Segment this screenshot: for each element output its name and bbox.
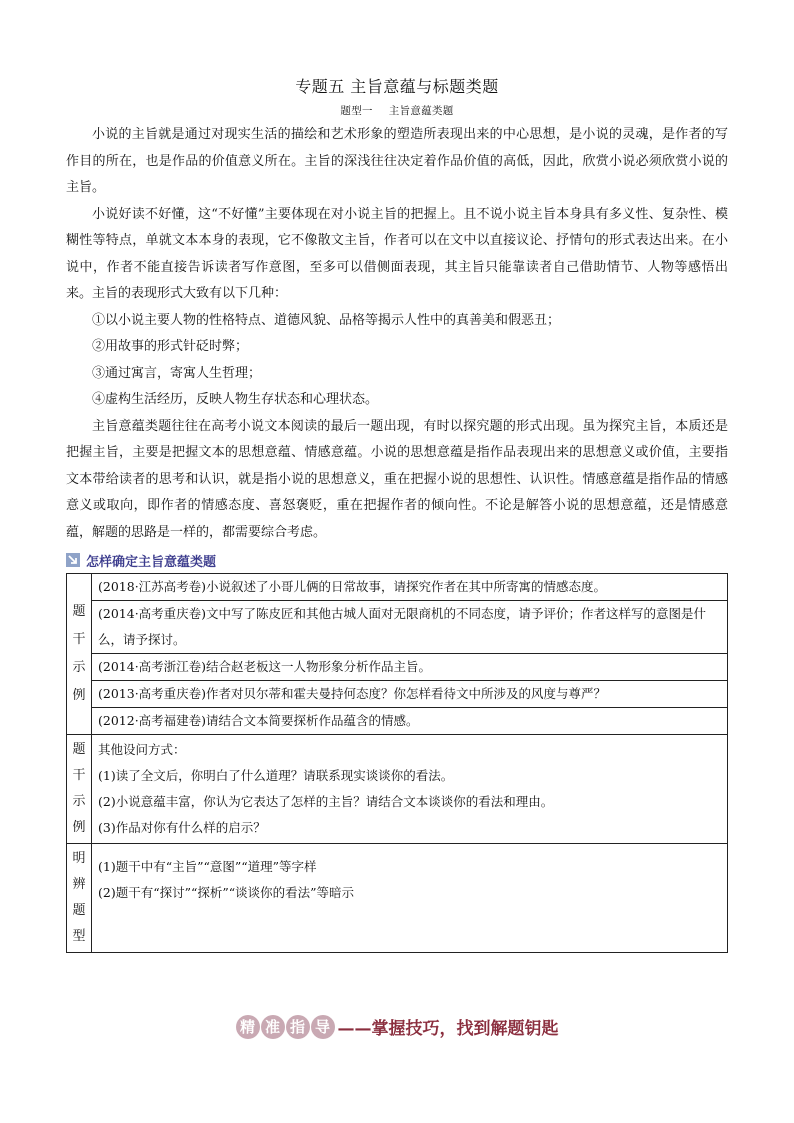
row-label-identify — [67, 844, 92, 953]
list-item: ①以小说主要人物的性格特点、道德风貌、品格等揭示人性中的真善美和假恶丑； — [92, 312, 561, 328]
cell-line: (2)小说意蕴丰富，你认为它表达了怎样的主旨？请结合文本谈谈你的看法和理由。 — [98, 794, 554, 809]
list-item: ④虚构生活经历，反映人物生存状态和心理状态。 — [92, 392, 379, 407]
subtitle-part1: 题型一 — [340, 105, 373, 117]
label-char: 型 — [72, 929, 86, 944]
table-cell: (2012·高考福建卷)请结合文本简要探析作品蕴含的情感。 — [92, 708, 728, 735]
cell-line: (3)作品对你有什么样的启示？ — [98, 820, 266, 835]
table-cell: (2014·高考浙江卷)结合赵老板这一人物形象分析作品主旨。 — [92, 654, 728, 681]
label-char: 题 — [72, 604, 86, 619]
label-char: 题 — [72, 903, 86, 918]
paragraph-2: 小说好读不好懂，这“不好懂”主要体现在对小说主旨的把握上。且不说小说主旨本身具有多义性、复杂性、模糊性等特点，单就文本本身的表现，它不像散文主旨，作者可以在文中以直接议论、抒情句的形式表达出来。在小说中，作者不能直接告诉读者写作意图，至多可以借侧面表现，其主旨只能靠读者自己借助情节、人物等感悟出来。主旨的表现形式大致有以下几种： — [66, 206, 728, 301]
table-row — [67, 844, 728, 953]
label-char: 示 — [72, 660, 86, 675]
table-row — [67, 601, 728, 654]
banner-pill: 导 — [311, 1015, 335, 1039]
table-row — [67, 654, 728, 681]
label-char: 题 — [72, 742, 86, 757]
table-row — [67, 708, 728, 735]
table-cell: (2018·江苏高考卷)小说叙述了小哥儿俩的日常故事，请探究作者在其中所寄寓的情感态度。 — [92, 574, 728, 601]
row-label-text — [67, 735, 91, 843]
section-heading-text: 怎样确定主旨意蕴类题 — [86, 554, 217, 570]
paragraph-1: 小说的主旨就是通过对现实生活的描绘和艺术形象的塑造所表现出来的中心思想，是小说的灵魂，是作者的写作目的所在，也是作品的价值意义所在。主旨的深浅往往决定着作品价值的高低，因此，欣赏小说必须欣赏小说的主旨。 — [66, 127, 728, 195]
arrow-corner-icon — [66, 553, 80, 567]
document-page — [66, 72, 728, 953]
table-cell: (2014·高考重庆卷)文中写了陈皮匠和其他古城人面对无限商机的不同态度，请予评价；作者这样写的意图是什么，请予探讨。 — [92, 601, 728, 654]
table-cell: (2013·高考重庆卷)作者对贝尔蒂和霍夫曼持何态度？你怎样看待文中所涉及的风度与尊严？ — [92, 681, 728, 708]
row-label-text — [67, 598, 91, 710]
cell-line: (2)题干有“探讨”“探析”“谈谈你的看法”等暗示 — [98, 885, 355, 900]
banner-pill: 精 — [236, 1015, 260, 1039]
table-cell — [92, 735, 728, 844]
table-cell — [92, 844, 728, 953]
label-char: 例 — [72, 688, 86, 703]
subtitle — [66, 103, 728, 118]
table-row — [67, 574, 728, 601]
label-char: 明 — [72, 851, 86, 866]
label-char: 辨 — [72, 877, 86, 892]
page-title: 专题五 主旨意蕴与标题类题 — [295, 77, 499, 96]
section-heading — [66, 547, 728, 573]
cell-line: 其他设问方式： — [98, 742, 186, 757]
list-item: ③通过寓言，寄寓人生哲理； — [92, 365, 262, 381]
cell-line: (1)读了全文后，你明白了什么道理？请联系现实谈谈你的看法。 — [98, 768, 454, 783]
row-label-text — [67, 844, 91, 952]
banner-text: ——掌握技巧，找到解题钥匙 — [337, 1019, 559, 1039]
subtitle-part2: 主旨意蕴类题 — [388, 105, 454, 117]
banner-pill: 准 — [261, 1015, 285, 1039]
label-char: 干 — [72, 632, 86, 647]
table-row — [67, 681, 728, 708]
question-type-table — [66, 573, 728, 953]
label-char: 干 — [72, 768, 86, 783]
row-label-other — [67, 735, 92, 844]
label-char: 示 — [72, 794, 86, 809]
banner-pill: 指 — [286, 1015, 310, 1039]
row-label-examples — [67, 574, 92, 735]
list-item: ②用故事的形式针砭时弊； — [92, 339, 249, 354]
guidance-banner — [0, 1014, 794, 1039]
label-char: 例 — [72, 820, 86, 835]
cell-line: (1)题干中有“主旨”“意图”“道理”等字样 — [98, 859, 317, 874]
table-row — [67, 735, 728, 844]
paragraph-3: 主旨意蕴类题往往在高考小说文本阅读的最后一题出现，有时以探究题的形式出现。虽为探究主旨，本质还是把握主旨，主要是把握文本的思想意蕴、情感意蕴。小说的思想意蕴是指作品表现出来的思想意义或价值，主要指文本带给读者的思考和认识，就是指小说的思想意义，重在把握小说的思想性、认识性。情感意蕴是指作品的情感意义或取向，即作者的情感态度、喜怒褒贬，重在把握作者的倾向性。不论是解答小说的思想意蕴，还是情感意蕴，解题的思路是一样的，都需要综合考虑。 — [66, 418, 728, 540]
